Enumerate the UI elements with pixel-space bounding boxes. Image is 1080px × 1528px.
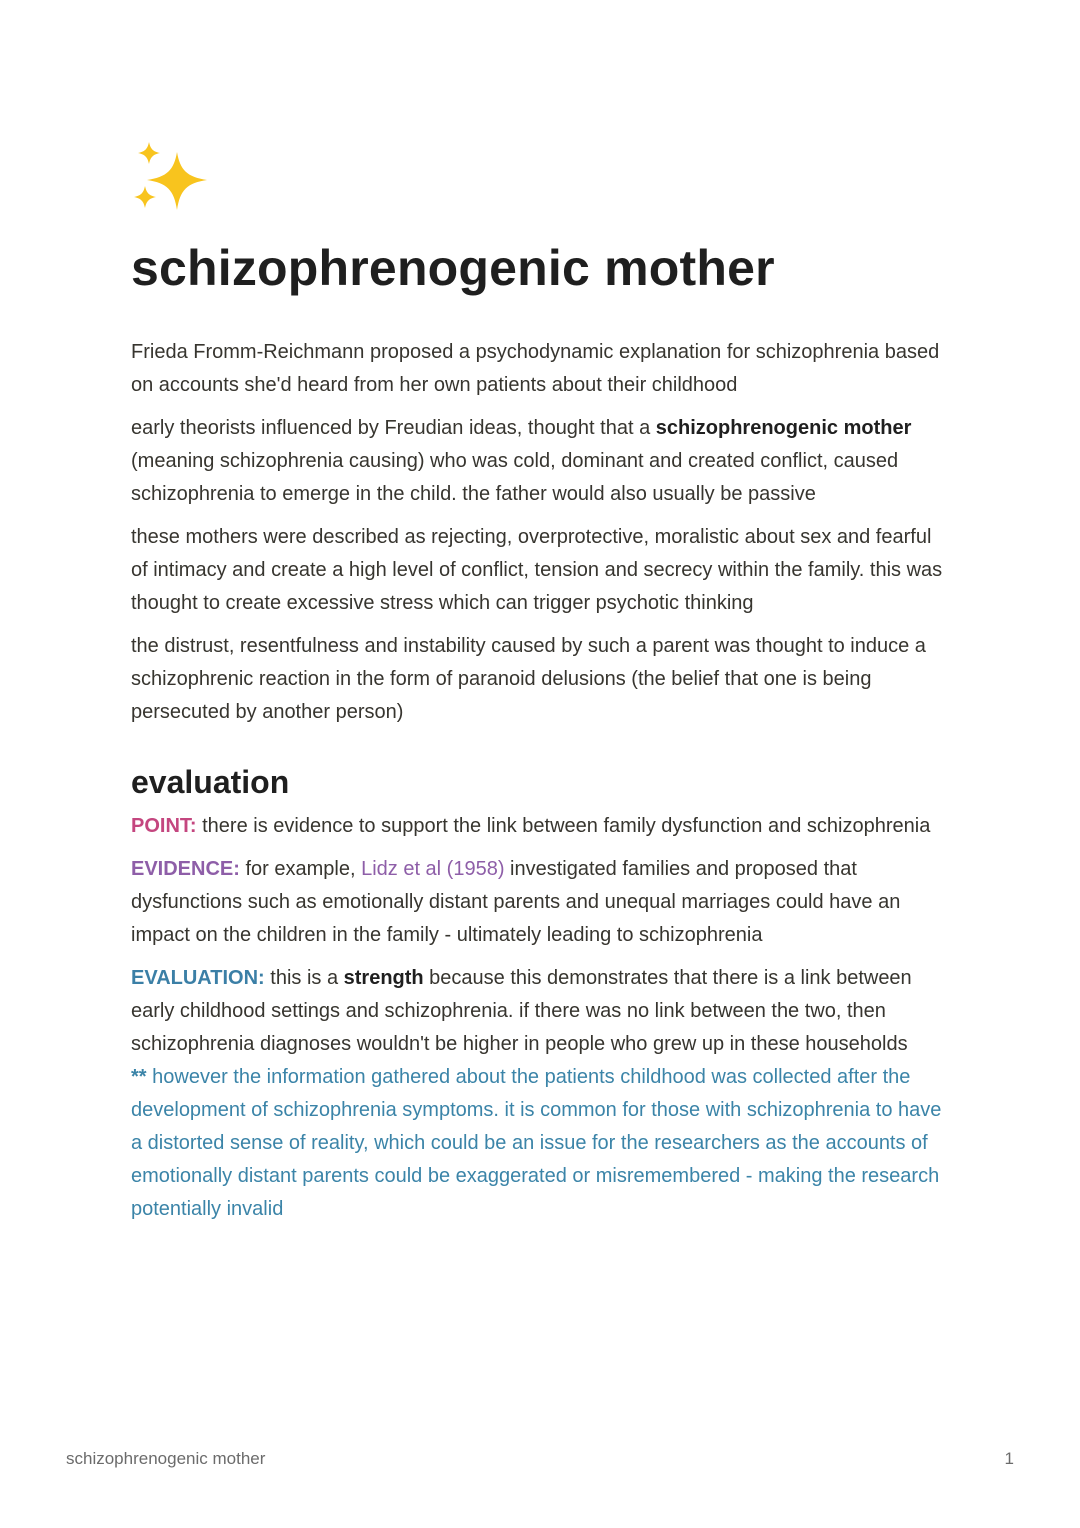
evaluation-text-rest: because this demonstrates that there is a link between early childhood settings and schizophrenia. if there was no link between the two, then schizophrenia diagnoses wouldn't be higher in people who grew up in these households: [131, 967, 912, 1055]
evidence-label: EVIDENCE:: [131, 858, 240, 880]
evidence-text-rest: investigated families and proposed that dysfunctions such as emotionally distant parents and unequal marriages could have an impact on the children in the family - ultimately leading to schizophrenia: [131, 858, 901, 946]
intro-paragraph-2: [131, 412, 951, 511]
intro-paragraph-2-text: early theorists influenced by Freudian ideas, thought that a: [131, 417, 656, 439]
evaluation-heading: evaluation: [131, 764, 290, 800]
evaluation-label: EVALUATION:: [131, 967, 265, 989]
evidence-text: for example,: [239, 858, 362, 880]
intro-paragraph-4: the distrust, resentfulness and instability caused by such a parent was thought to induce a schizophrenic reaction in the form of paranoid delusions (the belief that one is being persecuted by another person): [131, 635, 926, 723]
intro-paragraph-2-rest: (meaning schizophrenia causing) who was cold, dominant and created conflict, caused schizophrenia to emerge in the child. the father would also usually be passive: [131, 450, 899, 505]
critique-note: [131, 1061, 951, 1226]
footer-document-title: schizophrenogenic mother: [66, 1449, 266, 1468]
point-label: POINT:: [131, 815, 197, 837]
point-paragraph: [131, 810, 951, 843]
evaluation-text: this is a: [264, 967, 344, 989]
footer-page-number: 1: [1004, 1449, 1014, 1468]
point-text: there is evidence to support the link between family dysfunction and schizophrenia: [196, 815, 931, 837]
intro-paragraph-1: Frieda Fromm-Reichmann proposed a psychodynamic explanation for schizophrenia based on accounts she'd heard from her own patients about their childhood: [131, 341, 940, 396]
schizophrenogenic-mother-term: schizophrenogenic mother: [655, 417, 912, 439]
note-asterisks: **: [131, 1066, 147, 1088]
lidz-citation: Lidz et al (1958): [361, 858, 505, 880]
critique-note-text: however the information gathered about the patients childhood was collected after the development of schizophrenia symptoms. it is common for those with schizophrenia to have a distorted sense of reality, which could be an issue for the researchers as the accounts of emotionally distant parents could be exaggerated or misremembered - making the research potentially invalid: [131, 1066, 942, 1220]
document-page: [131, 140, 951, 1236]
evaluation-paragraph: [131, 962, 951, 1061]
strength-term: strength: [343, 967, 424, 989]
evidence-paragraph: [131, 853, 951, 952]
page-title: schizophrenogenic mother: [131, 240, 775, 296]
sparkles-icon: [131, 140, 211, 220]
evaluation-section: [131, 810, 951, 1226]
intro-section: [131, 336, 951, 729]
intro-paragraph-3: these mothers were described as rejecting, overprotective, moralistic about sex and fearful of intimacy and create a high level of conflict, tension and secrecy within the family. this was thought to create excessive stress which can trigger psychotic thinking: [131, 526, 943, 614]
